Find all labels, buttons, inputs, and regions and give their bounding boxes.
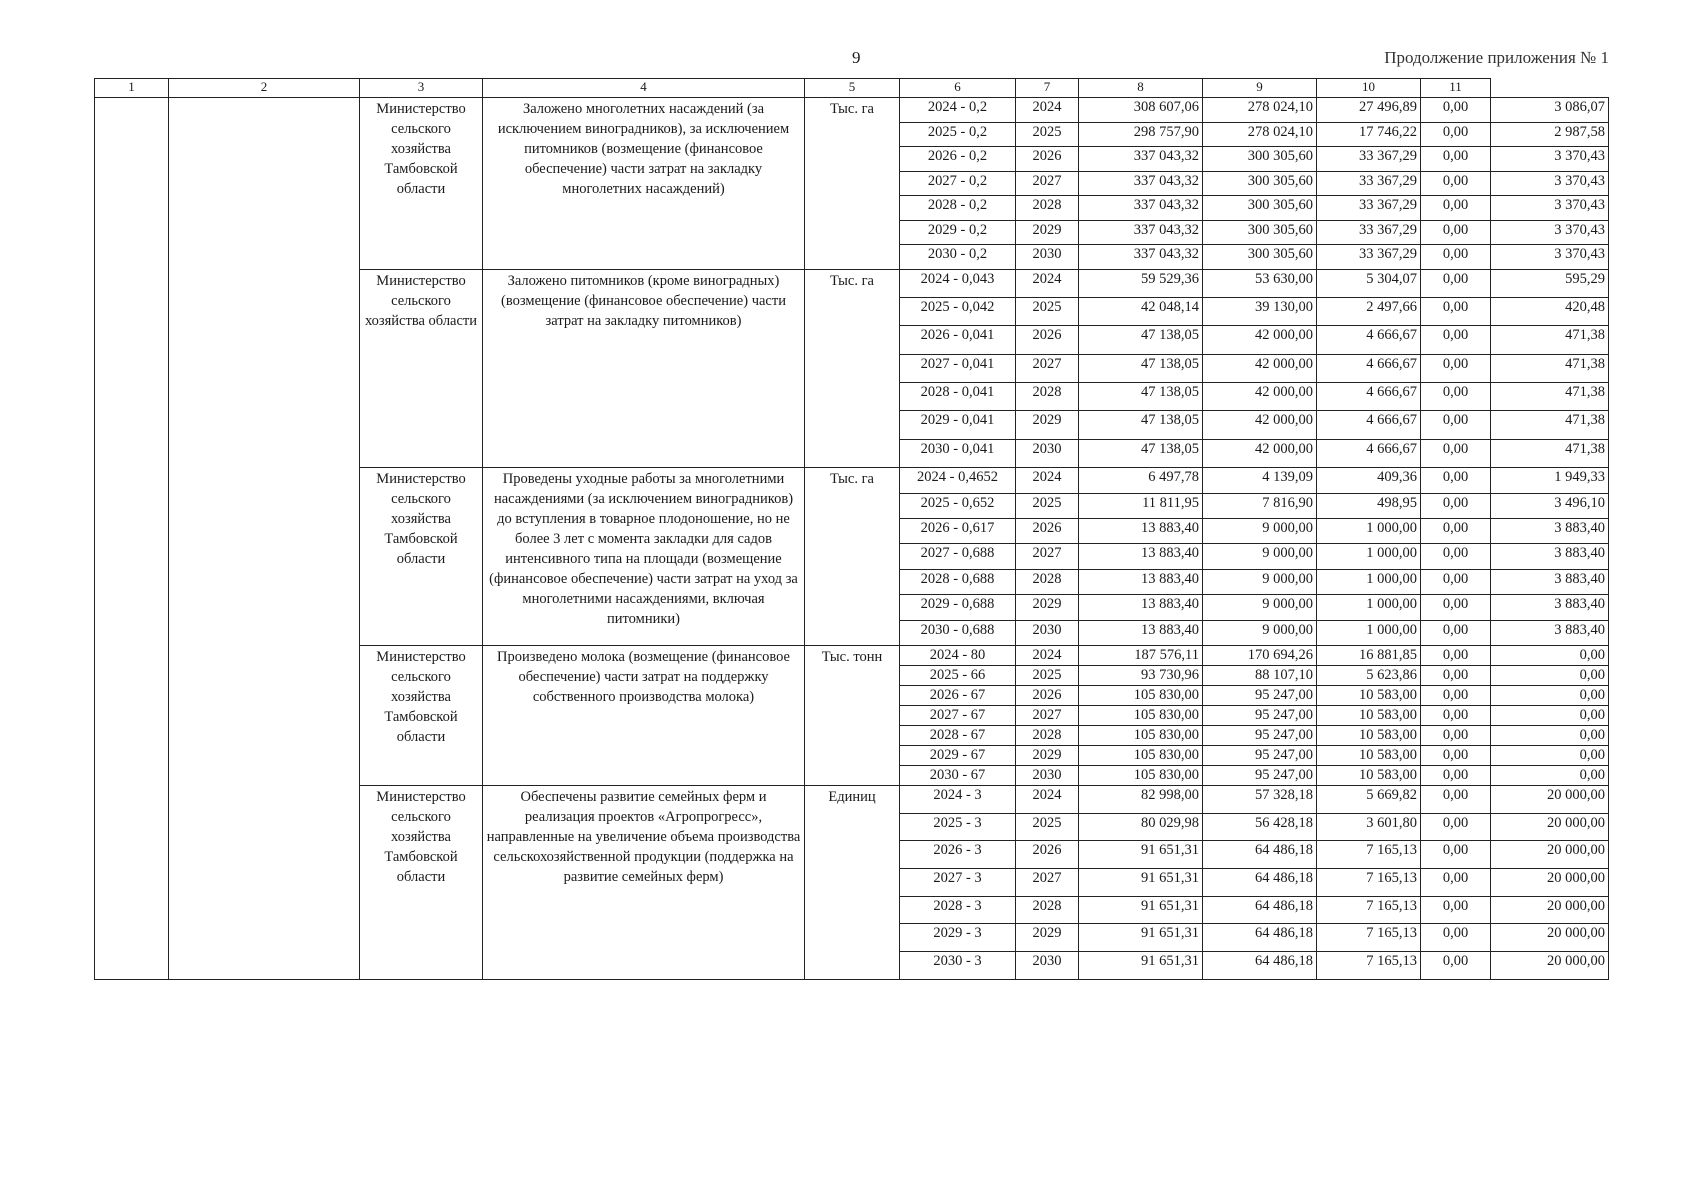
target-value-cell: 2024 - 0,2	[900, 98, 1016, 123]
indicator-description-cell: Обеспечены развитие семейных ферм и реализация проектов «Агропрогресс», направленные на увеличение объема производства сельскохозяйственной продукции (поддержка на развитие семейных ферм)	[483, 785, 805, 979]
federal-budget-cell: 300 305,60	[1203, 171, 1317, 196]
federal-budget-cell: 56 428,18	[1203, 813, 1317, 841]
regional-budget-cell: 10 583,00	[1317, 725, 1421, 745]
unit-cell: Тыс. тонн	[805, 645, 900, 785]
year-cell: 2030	[1016, 952, 1079, 980]
total-amount-cell: 42 048,14	[1079, 297, 1203, 325]
year-cell: 2027	[1016, 171, 1079, 196]
year-cell: 2029	[1016, 411, 1079, 439]
total-amount-cell: 337 043,32	[1079, 147, 1203, 172]
target-value-cell: 2027 - 0,041	[900, 354, 1016, 382]
executor-cell: Министерство сельского хозяйства Тамбовской области	[360, 785, 483, 979]
regional-budget-cell: 10 583,00	[1317, 685, 1421, 705]
page-number: 9	[852, 48, 861, 67]
year-cell: 2029	[1016, 745, 1079, 765]
target-value-cell: 2029 - 0,041	[900, 411, 1016, 439]
regional-budget-cell: 17 746,22	[1317, 122, 1421, 147]
executor-cell: Министерство сельского хозяйства Тамбовской области	[360, 645, 483, 785]
column-header: 5	[805, 79, 900, 98]
executor-cell: Министерство сельского хозяйства области	[360, 269, 483, 468]
other-sources-cell: 3 370,43	[1491, 196, 1609, 221]
unit-cell: Тыс. га	[805, 98, 900, 270]
target-value-cell: 2024 - 80	[900, 645, 1016, 665]
federal-budget-cell: 9 000,00	[1203, 620, 1317, 645]
other-sources-cell: 471,38	[1491, 326, 1609, 354]
regional-budget-cell: 33 367,29	[1317, 196, 1421, 221]
total-amount-cell: 105 830,00	[1079, 685, 1203, 705]
regional-budget-cell: 4 666,67	[1317, 411, 1421, 439]
other-sources-cell: 3 370,43	[1491, 171, 1609, 196]
target-value-cell: 2026 - 0,041	[900, 326, 1016, 354]
federal-budget-cell: 64 486,18	[1203, 952, 1317, 980]
year-cell: 2029	[1016, 595, 1079, 620]
target-value-cell: 2025 - 0,2	[900, 122, 1016, 147]
column-header: 9	[1203, 79, 1317, 98]
local-budget-cell: 0,00	[1421, 269, 1491, 297]
local-budget-cell: 0,00	[1421, 196, 1491, 221]
column-header: 6	[900, 79, 1016, 98]
target-value-cell: 2024 - 0,043	[900, 269, 1016, 297]
other-sources-cell: 0,00	[1491, 665, 1609, 685]
total-amount-cell: 105 830,00	[1079, 705, 1203, 725]
program-indicators-table	[94, 78, 1609, 980]
year-cell: 2029	[1016, 924, 1079, 952]
other-sources-cell: 1 949,33	[1491, 468, 1609, 493]
local-budget-cell: 0,00	[1421, 147, 1491, 172]
year-cell: 2027	[1016, 869, 1079, 897]
regional-budget-cell: 1 000,00	[1317, 595, 1421, 620]
federal-budget-cell: 64 486,18	[1203, 869, 1317, 897]
other-sources-cell: 3 370,43	[1491, 245, 1609, 270]
total-amount-cell: 105 830,00	[1079, 745, 1203, 765]
local-budget-cell: 0,00	[1421, 705, 1491, 725]
regional-budget-cell: 10 583,00	[1317, 705, 1421, 725]
total-amount-cell: 13 883,40	[1079, 544, 1203, 569]
total-amount-cell: 105 830,00	[1079, 765, 1203, 785]
table-body	[95, 98, 1609, 980]
target-value-cell: 2025 - 66	[900, 665, 1016, 685]
target-value-cell: 2029 - 67	[900, 745, 1016, 765]
other-sources-cell: 3 086,07	[1491, 98, 1609, 123]
target-value-cell: 2025 - 0,042	[900, 297, 1016, 325]
local-budget-cell: 0,00	[1421, 245, 1491, 270]
regional-budget-cell: 409,36	[1317, 468, 1421, 493]
year-cell: 2028	[1016, 725, 1079, 745]
column-number-row	[95, 79, 1609, 98]
local-budget-cell: 0,00	[1421, 685, 1491, 705]
appendix-continuation-label: Продолжение приложения № 1	[1384, 48, 1609, 67]
local-budget-cell: 0,00	[1421, 924, 1491, 952]
unit-cell: Единиц	[805, 785, 900, 979]
target-value-cell: 2026 - 0,617	[900, 519, 1016, 544]
regional-budget-cell: 1 000,00	[1317, 620, 1421, 645]
year-cell: 2028	[1016, 896, 1079, 924]
year-cell: 2030	[1016, 245, 1079, 270]
federal-budget-cell: 42 000,00	[1203, 439, 1317, 467]
local-budget-cell: 0,00	[1421, 665, 1491, 685]
indicator-description-cell: Заложено питомников (кроме виноградных) (возмещение (финансовое обеспечение) части затрат на закладку питомников)	[483, 269, 805, 468]
total-amount-cell: 80 029,98	[1079, 813, 1203, 841]
column-header: 4	[483, 79, 805, 98]
other-sources-cell: 3 883,40	[1491, 544, 1609, 569]
target-value-cell: 2027 - 67	[900, 705, 1016, 725]
other-sources-cell: 3 496,10	[1491, 493, 1609, 518]
target-value-cell: 2028 - 3	[900, 896, 1016, 924]
target-value-cell: 2030 - 0,688	[900, 620, 1016, 645]
local-budget-cell: 0,00	[1421, 326, 1491, 354]
local-budget-cell: 0,00	[1421, 439, 1491, 467]
target-value-cell: 2025 - 3	[900, 813, 1016, 841]
table-row	[95, 98, 1609, 123]
total-amount-cell: 13 883,40	[1079, 595, 1203, 620]
total-amount-cell: 93 730,96	[1079, 665, 1203, 685]
target-value-cell: 2026 - 67	[900, 685, 1016, 705]
local-budget-cell: 0,00	[1421, 765, 1491, 785]
local-budget-cell: 0,00	[1421, 569, 1491, 594]
regional-budget-cell: 4 666,67	[1317, 354, 1421, 382]
total-amount-cell: 82 998,00	[1079, 785, 1203, 813]
total-amount-cell: 47 138,05	[1079, 383, 1203, 411]
total-amount-cell: 91 651,31	[1079, 841, 1203, 869]
other-sources-cell: 3 370,43	[1491, 220, 1609, 245]
federal-budget-cell: 9 000,00	[1203, 519, 1317, 544]
target-value-cell: 2028 - 0,2	[900, 196, 1016, 221]
local-budget-cell: 0,00	[1421, 745, 1491, 765]
other-sources-cell: 0,00	[1491, 685, 1609, 705]
regional-budget-cell: 1 000,00	[1317, 519, 1421, 544]
other-sources-cell: 20 000,00	[1491, 869, 1609, 897]
local-budget-cell: 0,00	[1421, 519, 1491, 544]
federal-budget-cell: 7 816,90	[1203, 493, 1317, 518]
year-cell: 2028	[1016, 569, 1079, 594]
total-amount-cell: 11 811,95	[1079, 493, 1203, 518]
other-sources-cell: 420,48	[1491, 297, 1609, 325]
local-budget-cell: 0,00	[1421, 813, 1491, 841]
local-budget-cell: 0,00	[1421, 411, 1491, 439]
other-sources-cell: 0,00	[1491, 725, 1609, 745]
federal-budget-cell: 42 000,00	[1203, 326, 1317, 354]
other-sources-cell: 0,00	[1491, 705, 1609, 725]
regional-budget-cell: 4 666,67	[1317, 383, 1421, 411]
regional-budget-cell: 5 304,07	[1317, 269, 1421, 297]
regional-budget-cell: 27 496,89	[1317, 98, 1421, 123]
regional-budget-cell: 16 881,85	[1317, 645, 1421, 665]
year-cell: 2025	[1016, 493, 1079, 518]
total-amount-cell: 91 651,31	[1079, 924, 1203, 952]
indicator-description-cell: Проведены уходные работы за многолетними насаждениями (за исключением виноградников) до вступления в товарное плодоношение, но не более 3 лет с момента закладки для садов интенсивного типа на площади (возмещение (финансовое обеспечение) части затрат на уход за многолетними насаждениями, включая питомники)	[483, 468, 805, 646]
other-sources-cell: 471,38	[1491, 383, 1609, 411]
target-value-cell: 2030 - 3	[900, 952, 1016, 980]
local-budget-cell: 0,00	[1421, 645, 1491, 665]
indicator-description-cell: Произведено молока (возмещение (финансовое обеспечение) части затрат на поддержку собственного производства молока)	[483, 645, 805, 785]
federal-budget-cell: 300 305,60	[1203, 245, 1317, 270]
target-value-cell: 2028 - 0,688	[900, 569, 1016, 594]
federal-budget-cell: 95 247,00	[1203, 685, 1317, 705]
total-amount-cell: 91 651,31	[1079, 896, 1203, 924]
target-value-cell: 2030 - 0,2	[900, 245, 1016, 270]
total-amount-cell: 47 138,05	[1079, 411, 1203, 439]
federal-budget-cell: 95 247,00	[1203, 765, 1317, 785]
year-cell: 2025	[1016, 122, 1079, 147]
target-value-cell: 2029 - 0,2	[900, 220, 1016, 245]
regional-budget-cell: 2 497,66	[1317, 297, 1421, 325]
regional-budget-cell: 7 165,13	[1317, 869, 1421, 897]
federal-budget-cell: 42 000,00	[1203, 354, 1317, 382]
total-amount-cell: 13 883,40	[1079, 620, 1203, 645]
total-amount-cell: 298 757,90	[1079, 122, 1203, 147]
federal-budget-cell: 278 024,10	[1203, 98, 1317, 123]
local-budget-cell: 0,00	[1421, 620, 1491, 645]
total-amount-cell: 13 883,40	[1079, 569, 1203, 594]
year-cell: 2026	[1016, 519, 1079, 544]
other-sources-cell: 3 370,43	[1491, 147, 1609, 172]
federal-budget-cell: 95 247,00	[1203, 745, 1317, 765]
other-sources-cell: 471,38	[1491, 354, 1609, 382]
federal-budget-cell: 39 130,00	[1203, 297, 1317, 325]
target-value-cell: 2027 - 3	[900, 869, 1016, 897]
other-sources-cell: 20 000,00	[1491, 924, 1609, 952]
indicator-description-cell: Заложено многолетних насаждений (за исключением виноградников), за исключением питомников (возмещение (финансовое обеспечение) части затрат на закладку многолетних насаждений)	[483, 98, 805, 270]
federal-budget-cell: 88 107,10	[1203, 665, 1317, 685]
year-cell: 2027	[1016, 705, 1079, 725]
target-value-cell: 2027 - 0,688	[900, 544, 1016, 569]
local-budget-cell: 0,00	[1421, 841, 1491, 869]
other-sources-cell: 3 883,40	[1491, 519, 1609, 544]
other-sources-cell: 20 000,00	[1491, 785, 1609, 813]
other-sources-cell: 595,29	[1491, 269, 1609, 297]
local-budget-cell: 0,00	[1421, 785, 1491, 813]
total-amount-cell: 47 138,05	[1079, 326, 1203, 354]
total-amount-cell: 91 651,31	[1079, 869, 1203, 897]
local-budget-cell: 0,00	[1421, 98, 1491, 123]
local-budget-cell: 0,00	[1421, 468, 1491, 493]
total-amount-cell: 337 043,32	[1079, 196, 1203, 221]
federal-budget-cell: 300 305,60	[1203, 147, 1317, 172]
year-cell: 2027	[1016, 354, 1079, 382]
federal-budget-cell: 64 486,18	[1203, 924, 1317, 952]
regional-budget-cell: 5 623,86	[1317, 665, 1421, 685]
year-cell: 2026	[1016, 841, 1079, 869]
federal-budget-cell: 64 486,18	[1203, 841, 1317, 869]
local-budget-cell: 0,00	[1421, 725, 1491, 745]
other-sources-cell: 0,00	[1491, 745, 1609, 765]
local-budget-cell: 0,00	[1421, 896, 1491, 924]
regional-budget-cell: 7 165,13	[1317, 841, 1421, 869]
regional-budget-cell: 3 601,80	[1317, 813, 1421, 841]
federal-budget-cell: 64 486,18	[1203, 896, 1317, 924]
other-sources-cell: 0,00	[1491, 645, 1609, 665]
local-budget-cell: 0,00	[1421, 595, 1491, 620]
regional-budget-cell: 10 583,00	[1317, 765, 1421, 785]
regional-budget-cell: 33 367,29	[1317, 171, 1421, 196]
target-value-cell: 2024 - 3	[900, 785, 1016, 813]
year-cell: 2024	[1016, 785, 1079, 813]
year-cell: 2025	[1016, 297, 1079, 325]
executor-cell: Министерство сельского хозяйства Тамбовской области	[360, 468, 483, 646]
regional-budget-cell: 4 666,67	[1317, 326, 1421, 354]
total-amount-cell: 308 607,06	[1079, 98, 1203, 123]
local-budget-cell: 0,00	[1421, 297, 1491, 325]
federal-budget-cell: 9 000,00	[1203, 544, 1317, 569]
regional-budget-cell: 7 165,13	[1317, 924, 1421, 952]
column-header: 10	[1317, 79, 1421, 98]
federal-budget-cell: 95 247,00	[1203, 725, 1317, 745]
other-sources-cell: 20 000,00	[1491, 896, 1609, 924]
executor-cell: Министерство сельского хозяйства Тамбовской области	[360, 98, 483, 270]
total-amount-cell: 187 576,11	[1079, 645, 1203, 665]
col-1-cell	[95, 98, 169, 980]
federal-budget-cell: 95 247,00	[1203, 705, 1317, 725]
local-budget-cell: 0,00	[1421, 869, 1491, 897]
total-amount-cell: 337 043,32	[1079, 220, 1203, 245]
target-value-cell: 2024 - 0,4652	[900, 468, 1016, 493]
other-sources-cell: 20 000,00	[1491, 813, 1609, 841]
federal-budget-cell: 9 000,00	[1203, 595, 1317, 620]
target-value-cell: 2028 - 0,041	[900, 383, 1016, 411]
regional-budget-cell: 33 367,29	[1317, 220, 1421, 245]
target-value-cell: 2028 - 67	[900, 725, 1016, 745]
other-sources-cell: 471,38	[1491, 439, 1609, 467]
year-cell: 2028	[1016, 196, 1079, 221]
other-sources-cell: 471,38	[1491, 411, 1609, 439]
other-sources-cell: 3 883,40	[1491, 620, 1609, 645]
other-sources-cell: 20 000,00	[1491, 841, 1609, 869]
regional-budget-cell: 1 000,00	[1317, 544, 1421, 569]
year-cell: 2026	[1016, 685, 1079, 705]
local-budget-cell: 0,00	[1421, 220, 1491, 245]
other-sources-cell: 3 883,40	[1491, 595, 1609, 620]
year-cell: 2030	[1016, 439, 1079, 467]
unit-cell: Тыс. га	[805, 269, 900, 468]
target-value-cell: 2026 - 0,2	[900, 147, 1016, 172]
regional-budget-cell: 7 165,13	[1317, 896, 1421, 924]
federal-budget-cell: 300 305,60	[1203, 220, 1317, 245]
federal-budget-cell: 53 630,00	[1203, 269, 1317, 297]
local-budget-cell: 0,00	[1421, 544, 1491, 569]
target-value-cell: 2027 - 0,2	[900, 171, 1016, 196]
total-amount-cell: 337 043,32	[1079, 245, 1203, 270]
column-header: 2	[169, 79, 360, 98]
year-cell: 2024	[1016, 645, 1079, 665]
local-budget-cell: 0,00	[1421, 383, 1491, 411]
local-budget-cell: 0,00	[1421, 171, 1491, 196]
local-budget-cell: 0,00	[1421, 952, 1491, 980]
col-2-cell	[169, 98, 360, 980]
target-value-cell: 2026 - 3	[900, 841, 1016, 869]
regional-budget-cell: 7 165,13	[1317, 952, 1421, 980]
other-sources-cell: 3 883,40	[1491, 569, 1609, 594]
regional-budget-cell: 33 367,29	[1317, 147, 1421, 172]
federal-budget-cell: 4 139,09	[1203, 468, 1317, 493]
column-header: 7	[1016, 79, 1079, 98]
total-amount-cell: 59 529,36	[1079, 269, 1203, 297]
local-budget-cell: 0,00	[1421, 354, 1491, 382]
year-cell: 2025	[1016, 813, 1079, 841]
column-header: 8	[1079, 79, 1203, 98]
unit-cell: Тыс. га	[805, 468, 900, 646]
year-cell: 2026	[1016, 326, 1079, 354]
year-cell: 2024	[1016, 269, 1079, 297]
year-cell: 2026	[1016, 147, 1079, 172]
year-cell: 2030	[1016, 620, 1079, 645]
year-cell: 2024	[1016, 98, 1079, 123]
target-value-cell: 2025 - 0,652	[900, 493, 1016, 518]
year-cell: 2025	[1016, 665, 1079, 685]
year-cell: 2030	[1016, 765, 1079, 785]
regional-budget-cell: 1 000,00	[1317, 569, 1421, 594]
year-cell: 2027	[1016, 544, 1079, 569]
target-value-cell: 2030 - 67	[900, 765, 1016, 785]
federal-budget-cell: 57 328,18	[1203, 785, 1317, 813]
column-header: 3	[360, 79, 483, 98]
other-sources-cell: 2 987,58	[1491, 122, 1609, 147]
year-cell: 2028	[1016, 383, 1079, 411]
federal-budget-cell: 42 000,00	[1203, 411, 1317, 439]
local-budget-cell: 0,00	[1421, 122, 1491, 147]
total-amount-cell: 337 043,32	[1079, 171, 1203, 196]
regional-budget-cell: 10 583,00	[1317, 745, 1421, 765]
total-amount-cell: 47 138,05	[1079, 439, 1203, 467]
regional-budget-cell: 5 669,82	[1317, 785, 1421, 813]
column-header: 11	[1421, 79, 1491, 98]
year-cell: 2024	[1016, 468, 1079, 493]
target-value-cell: 2029 - 3	[900, 924, 1016, 952]
local-budget-cell: 0,00	[1421, 493, 1491, 518]
federal-budget-cell: 170 694,26	[1203, 645, 1317, 665]
federal-budget-cell: 42 000,00	[1203, 383, 1317, 411]
other-sources-cell: 20 000,00	[1491, 952, 1609, 980]
total-amount-cell: 105 830,00	[1079, 725, 1203, 745]
federal-budget-cell: 9 000,00	[1203, 569, 1317, 594]
target-value-cell: 2030 - 0,041	[900, 439, 1016, 467]
federal-budget-cell: 300 305,60	[1203, 196, 1317, 221]
other-sources-cell: 0,00	[1491, 765, 1609, 785]
regional-budget-cell: 4 666,67	[1317, 439, 1421, 467]
regional-budget-cell: 498,95	[1317, 493, 1421, 518]
target-value-cell: 2029 - 0,688	[900, 595, 1016, 620]
column-header: 1	[95, 79, 169, 98]
regional-budget-cell: 33 367,29	[1317, 245, 1421, 270]
total-amount-cell: 47 138,05	[1079, 354, 1203, 382]
total-amount-cell: 91 651,31	[1079, 952, 1203, 980]
total-amount-cell: 13 883,40	[1079, 519, 1203, 544]
federal-budget-cell: 278 024,10	[1203, 122, 1317, 147]
total-amount-cell: 6 497,78	[1079, 468, 1203, 493]
year-cell: 2029	[1016, 220, 1079, 245]
